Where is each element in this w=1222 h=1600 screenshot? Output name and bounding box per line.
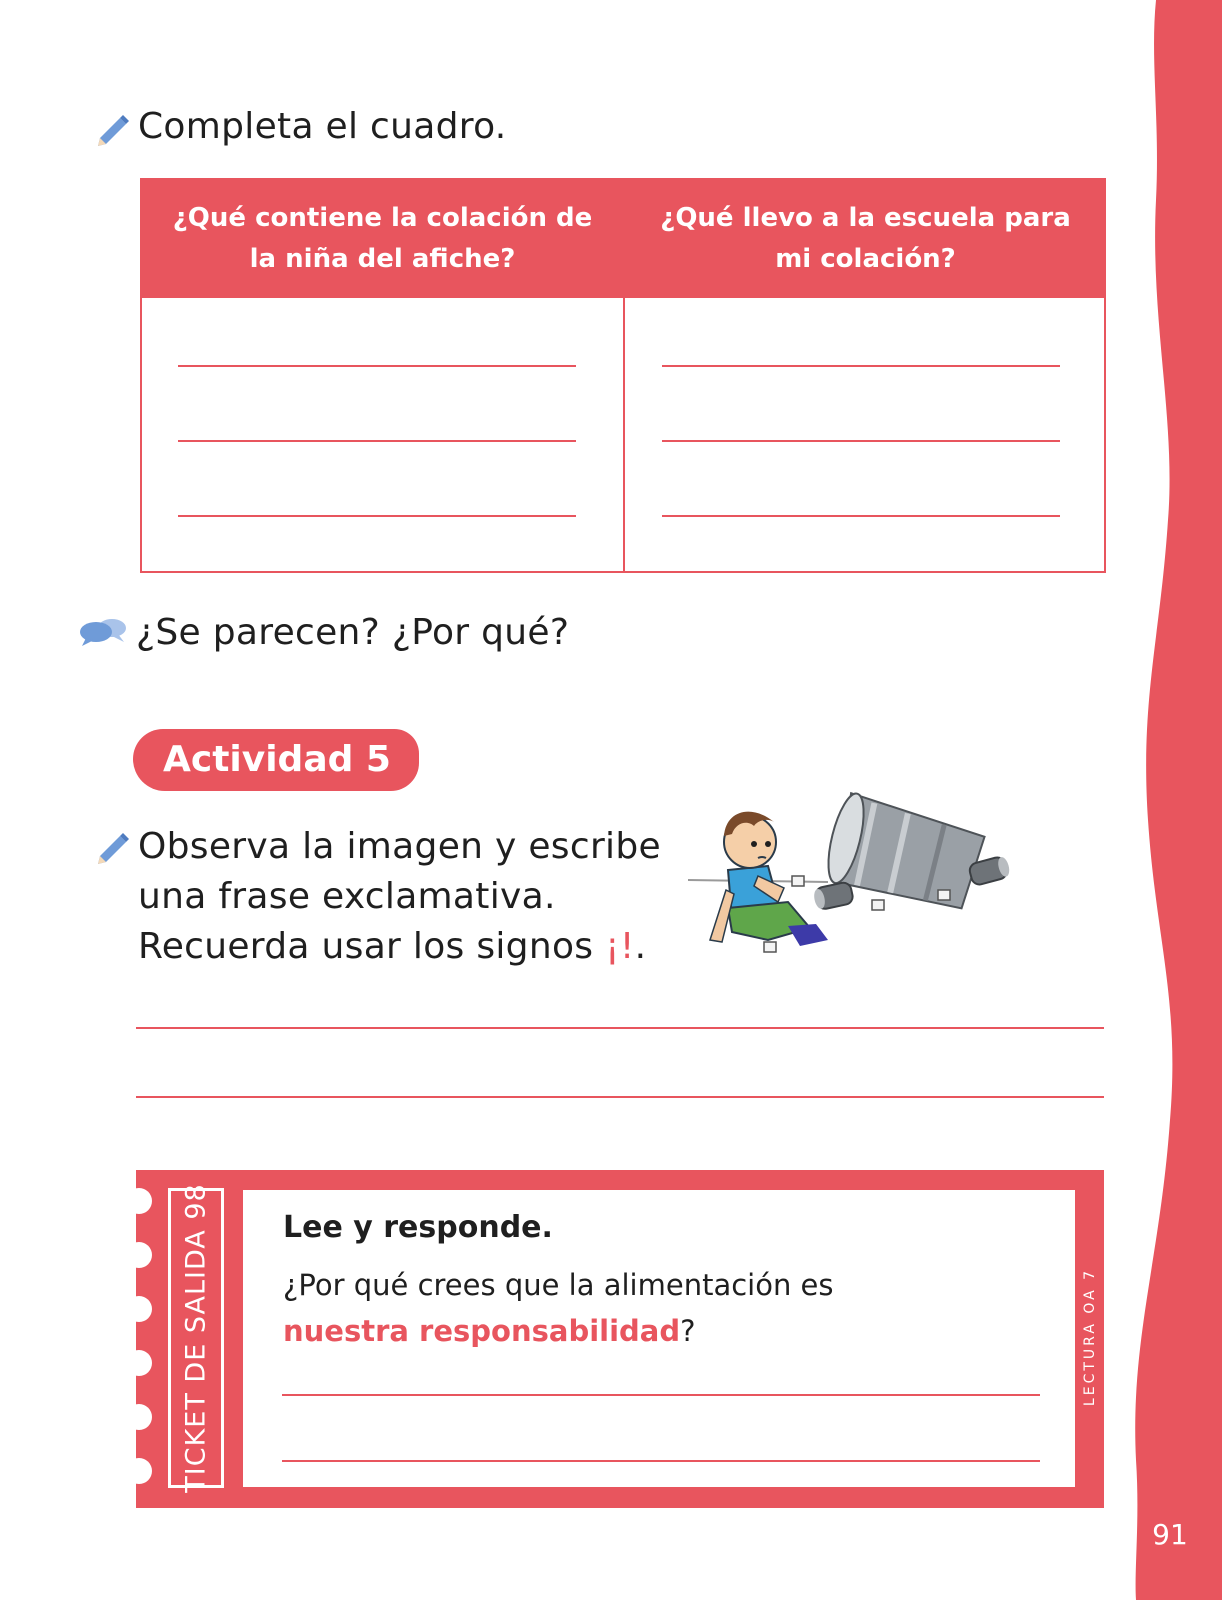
writing-line[interactable] <box>662 440 1060 442</box>
ticket-punch-hole <box>126 1242 152 1268</box>
ticket-side-label: LECTURA OA 7 <box>1082 1267 1098 1407</box>
activity-instruction-line1: Observa la imagen y escribe <box>138 826 661 867</box>
pencil-icon <box>92 112 132 152</box>
writing-line[interactable] <box>662 515 1060 517</box>
instruction-text: Recuerda usar los signos <box>138 926 606 967</box>
pencil-icon <box>92 830 132 870</box>
question-similar: ¿Se parecen? ¿Por qué? <box>136 612 570 653</box>
ticket-question-end: ? <box>680 1314 696 1348</box>
ticket-answer-line[interactable] <box>282 1460 1040 1462</box>
answer-line[interactable] <box>136 1096 1104 1098</box>
activity-instruction-line2: una frase exclamativa. <box>138 876 556 917</box>
writing-line[interactable] <box>178 365 576 367</box>
table-header-col1: ¿Qué contiene la colación de la niña del afiche? <box>172 203 593 274</box>
ticket-question-text: ¿Por qué crees que la alimentación es <box>283 1268 834 1302</box>
ticket-question-highlight: nuestra responsabilidad <box>283 1314 681 1348</box>
speech-bubbles-icon <box>78 616 128 650</box>
writing-line[interactable] <box>662 365 1060 367</box>
instruction-complete-table: Completa el cuadro. <box>138 106 507 147</box>
ticket-punch-hole <box>126 1296 152 1322</box>
answer-line[interactable] <box>136 1027 1104 1029</box>
comparison-table <box>140 178 1106 573</box>
page-number: 91 <box>1152 1518 1188 1551</box>
ticket-answer-line[interactable] <box>282 1394 1040 1396</box>
activity-badge: Actividad 5 <box>133 729 419 791</box>
exclamation-signs: ¡! <box>605 926 635 967</box>
ticket-question <box>283 1262 1043 1354</box>
ticket-punch-hole <box>126 1458 152 1484</box>
ticket-title: Lee y responde. <box>283 1210 553 1245</box>
period: . <box>634 926 647 967</box>
ticket-punch-hole <box>126 1188 152 1214</box>
table-header-col2: ¿Qué llevo a la escuela para mi colación? <box>660 203 1071 274</box>
writing-line[interactable] <box>178 515 576 517</box>
writing-line[interactable] <box>178 440 576 442</box>
boy-trash-can-illustration <box>688 790 1028 980</box>
activity-instruction-line3 <box>138 922 646 972</box>
ticket-label: TICKET DE SALIDA 98 <box>180 1183 212 1493</box>
ticket-punch-hole <box>126 1404 152 1430</box>
ticket-punch-hole <box>126 1350 152 1376</box>
column-divider <box>623 180 625 571</box>
